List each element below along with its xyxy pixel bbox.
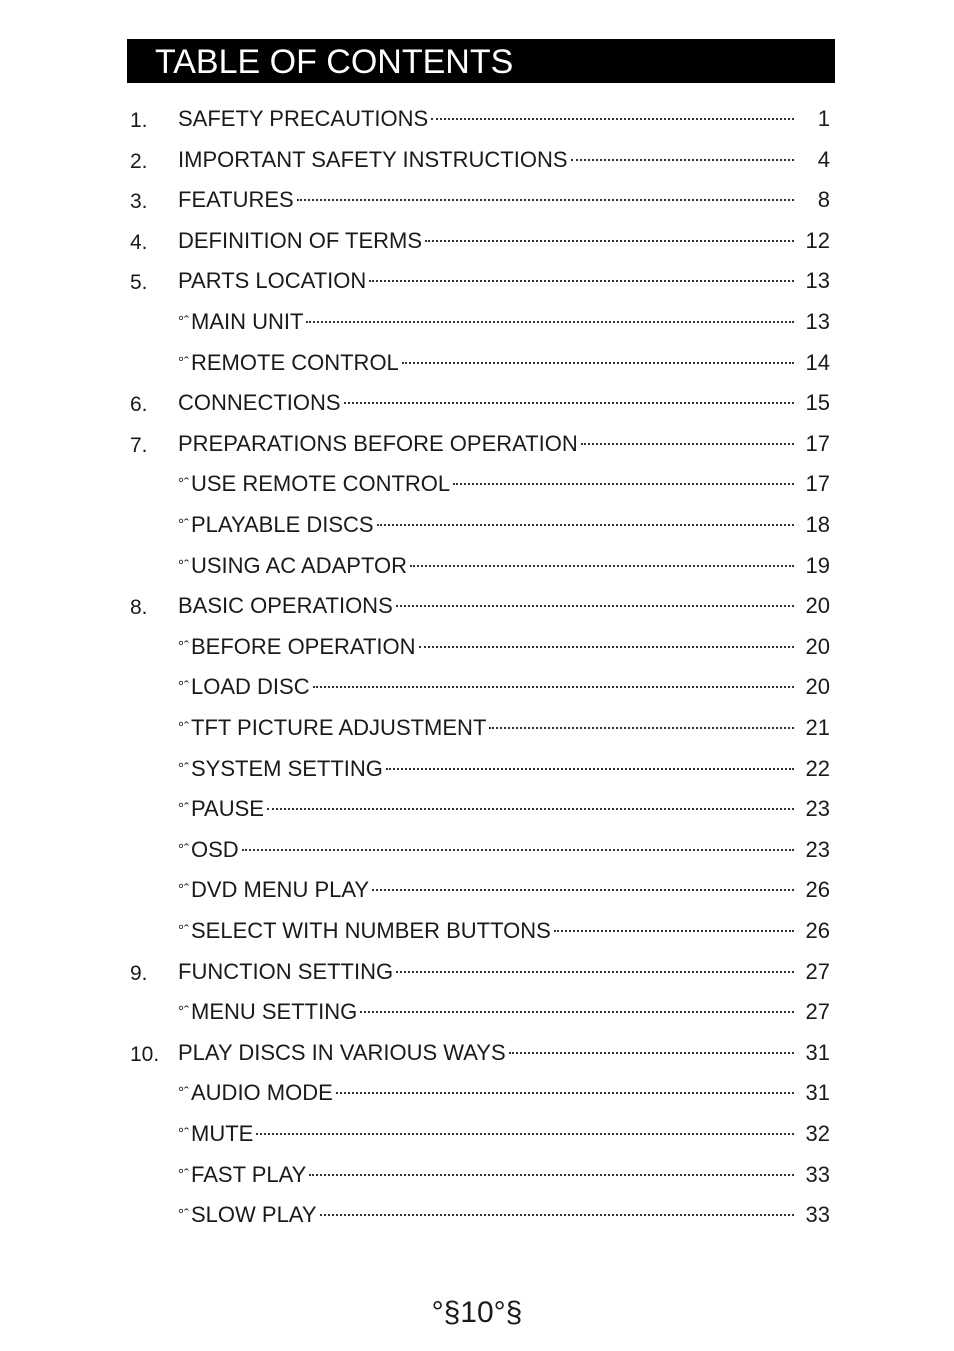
dot-leader [344, 402, 794, 404]
toc-entry-title: MAIN UNIT [191, 309, 304, 334]
dot-leader [306, 321, 794, 323]
toc-entry-page-number: 23 [805, 837, 830, 862]
toc-entry-page-number: 18 [805, 512, 830, 537]
toc-entry-title: USE REMOTE CONTROL [191, 471, 451, 496]
dot-leader [402, 362, 794, 364]
toc-entry-page-number: 20 [805, 593, 830, 618]
toc-subsection-entry[interactable] [0, 551, 954, 581]
bullet-icon: °ˆ [178, 1166, 189, 1183]
toc-entry-title: SAFETY PRECAUTIONS [178, 106, 429, 131]
toc-entry-title: DEFINITION OF TERMS [178, 228, 423, 253]
toc-entry-number: 10. [130, 1043, 160, 1066]
toc-entry-title: OSD [191, 837, 239, 862]
bullet-icon: °ˆ [178, 719, 189, 736]
dot-leader [313, 686, 794, 688]
toc-entry-title: SYSTEM SETTING [191, 756, 383, 781]
toc-entry-page-number: 26 [805, 877, 830, 902]
toc-subsection-entry[interactable] [0, 1200, 954, 1230]
toc-entry-title-cell [178, 106, 798, 132]
bullet-icon: °ˆ [178, 841, 189, 858]
toc-entry-title-cell [178, 471, 798, 500]
toc-entry-title: FEATURES [178, 187, 294, 212]
toc-entry-page-number: 17 [805, 471, 830, 496]
toc-entry-page-number: 21 [805, 715, 830, 740]
dot-leader [372, 889, 794, 891]
toc-entry-title-cell [178, 999, 798, 1028]
toc-entry-title: PAUSE [191, 796, 264, 821]
dot-leader [453, 483, 794, 485]
bullet-icon: °ˆ [178, 678, 189, 695]
toc-entry-title: SLOW PLAY [191, 1202, 317, 1227]
toc-entry-title-cell [178, 268, 798, 294]
toc-entry-page-number: 32 [805, 1121, 830, 1146]
toc-entry-title-cell [178, 309, 798, 338]
bullet-icon: °ˆ [178, 638, 189, 655]
toc-entry-title-cell [178, 837, 798, 866]
page-title: TABLE OF CONTENTS [155, 43, 514, 81]
bullet-icon: °ˆ [178, 881, 189, 898]
toc-entry-page-number: 20 [805, 674, 830, 699]
bullet-icon: °ˆ [178, 354, 189, 371]
toc-subsection-entry[interactable] [0, 713, 954, 743]
toc-entry-title-cell [178, 228, 798, 254]
toc-section-entry[interactable] [0, 104, 954, 134]
toc-entry-title-cell [178, 715, 798, 744]
toc-entry-title-cell [178, 431, 798, 457]
toc-entry-number: 4. [130, 231, 148, 254]
toc-section-entry[interactable] [0, 1038, 954, 1068]
toc-entry-title: BASIC OPERATIONS [178, 593, 393, 618]
bullet-icon: °ˆ [178, 557, 189, 574]
toc-entry-title: DVD MENU PLAY [191, 877, 370, 902]
dot-leader [431, 118, 794, 120]
toc-subsection-entry[interactable] [0, 632, 954, 662]
toc-entry-title-cell [178, 1121, 798, 1150]
dot-leader [242, 849, 794, 851]
toc-entry-title-cell [178, 756, 798, 785]
toc-entry-page-number: 23 [805, 796, 830, 821]
dot-leader [396, 605, 794, 607]
toc-section-entry[interactable] [0, 429, 954, 459]
toc-subsection-entry[interactable] [0, 794, 954, 824]
toc-entry-title-cell [178, 796, 798, 825]
toc-entry-page-number: 13 [805, 268, 830, 293]
dot-leader [336, 1092, 794, 1094]
toc-entry-title-cell [178, 918, 798, 947]
toc-entry-title: PARTS LOCATION [178, 268, 367, 293]
toc-entry-page-number: 15 [805, 390, 830, 415]
toc-entry-title: FAST PLAY [191, 1162, 307, 1187]
dot-leader [425, 240, 794, 242]
toc-subsection-entry[interactable] [0, 307, 954, 337]
dot-leader [309, 1174, 794, 1176]
toc-entry-title-cell [178, 390, 798, 416]
toc-subsection-entry[interactable] [0, 997, 954, 1027]
toc-entry-number: 9. [130, 962, 148, 985]
toc-entry-title: MUTE [191, 1121, 254, 1146]
toc-entry-title-cell [178, 1040, 798, 1066]
toc-entry-page-number: 31 [805, 1040, 830, 1065]
dot-leader [369, 280, 794, 282]
toc-entry-page-number: 19 [805, 553, 830, 578]
dot-leader [509, 1052, 794, 1054]
bullet-icon: °ˆ [178, 1003, 189, 1020]
toc-entry-page-number: 26 [805, 918, 830, 943]
dot-leader [571, 159, 794, 161]
toc-entry-number: 2. [130, 150, 148, 173]
toc-section-entry[interactable] [0, 266, 954, 296]
dot-leader [396, 971, 794, 973]
toc-subsection-entry[interactable] [0, 1160, 954, 1190]
toc-entry-page-number: 27 [805, 959, 830, 984]
toc-entry-number: 1. [130, 109, 148, 132]
toc-entry-title: REMOTE CONTROL [191, 350, 399, 375]
toc-section-entry[interactable] [0, 226, 954, 256]
bullet-icon: °ˆ [178, 475, 189, 492]
dot-leader [419, 646, 794, 648]
toc-entry-title: AUDIO MODE [191, 1080, 333, 1105]
toc-section-entry[interactable] [0, 388, 954, 418]
toc-section-entry[interactable] [0, 145, 954, 175]
toc-entry-title: IMPORTANT SAFETY INSTRUCTIONS [178, 147, 568, 172]
dot-leader [554, 930, 794, 932]
toc-entry-number: 3. [130, 190, 148, 213]
toc-entry-page-number: 27 [805, 999, 830, 1024]
toc-subsection-entry[interactable] [0, 1078, 954, 1108]
toc-entry-page-number: 8 [817, 187, 830, 212]
toc-entry-page-number: 20 [805, 634, 830, 659]
toc-entry-title: PREPARATIONS BEFORE OPERATION [178, 431, 578, 456]
dot-leader [377, 524, 794, 526]
dot-leader [256, 1133, 794, 1135]
dot-leader [386, 768, 794, 770]
toc-entry-page-number: 1 [817, 106, 830, 131]
dot-leader [297, 199, 794, 201]
toc-entry-page-number: 13 [805, 309, 830, 334]
bullet-icon: °ˆ [178, 800, 189, 817]
toc-entry-page-number: 4 [817, 147, 830, 172]
toc-entry-title: CONNECTIONS [178, 390, 341, 415]
toc-entry-title: LOAD DISC [191, 674, 310, 699]
dot-leader [320, 1214, 794, 1216]
bullet-icon: °ˆ [178, 760, 189, 777]
dot-leader [489, 727, 794, 729]
toc-entry-title-cell [178, 877, 798, 906]
toc-subsection-entry[interactable] [0, 348, 954, 378]
toc-entry-page-number: 14 [805, 350, 830, 375]
bullet-icon: °ˆ [178, 313, 189, 330]
toc-entry-title-cell [178, 593, 798, 619]
toc-entry-title: PLAY DISCS IN VARIOUS WAYS [178, 1040, 506, 1065]
page-number-footer: °§10°§ [431, 1296, 523, 1329]
toc-entry-title-cell [178, 959, 798, 985]
toc-section-entry[interactable] [0, 591, 954, 621]
toc-entry-title-cell [178, 187, 798, 213]
toc-entry-number: 6. [130, 393, 148, 416]
toc-entry-title-cell [178, 512, 798, 541]
toc-entry-title-cell [178, 147, 798, 173]
dot-leader [410, 565, 794, 567]
toc-subsection-entry[interactable] [0, 469, 954, 499]
toc-entry-title: TFT PICTURE ADJUSTMENT [191, 715, 487, 740]
toc-subsection-entry[interactable] [0, 672, 954, 702]
toc-entry-title: FUNCTION SETTING [178, 959, 394, 984]
toc-subsection-entry[interactable] [0, 875, 954, 905]
toc-entry-title-cell [178, 634, 798, 663]
toc-entry-title-cell [178, 1080, 798, 1109]
dot-leader [581, 443, 794, 445]
toc-entry-title-cell [178, 1202, 798, 1231]
toc-entry-title-cell [178, 674, 798, 703]
toc-entry-number: 7. [130, 434, 148, 457]
toc-entry-page-number: 17 [805, 431, 830, 456]
bullet-icon: °ˆ [178, 1084, 189, 1101]
bullet-icon: °ˆ [178, 1125, 189, 1142]
toc-entry-title: BEFORE OPERATION [191, 634, 416, 659]
toc-subsection-entry[interactable] [0, 916, 954, 946]
toc-entry-page-number: 12 [805, 228, 830, 253]
bullet-icon: °ˆ [178, 1206, 189, 1223]
toc-subsection-entry[interactable] [0, 1119, 954, 1149]
dot-leader [267, 808, 794, 810]
bullet-icon: °ˆ [178, 922, 189, 939]
dot-leader [360, 1011, 794, 1013]
toc-entry-page-number: 31 [805, 1080, 830, 1105]
bullet-icon: °ˆ [178, 516, 189, 533]
toc-section-entry[interactable] [0, 185, 954, 215]
toc-entry-page-number: 22 [805, 756, 830, 781]
toc-entry-title: SELECT WITH NUMBER BUTTONS [191, 918, 551, 943]
toc-subsection-entry[interactable] [0, 754, 954, 784]
toc-entry-page-number: 33 [805, 1162, 830, 1187]
toc-entry-title-cell [178, 350, 798, 379]
toc-entry-number: 5. [130, 271, 148, 294]
toc-entry-title: USING AC ADAPTOR [191, 553, 407, 578]
toc-entry-page-number: 33 [805, 1202, 830, 1227]
toc-entry-title-cell [178, 1162, 798, 1191]
toc-entry-title-cell [178, 553, 798, 582]
toc-entry-title: MENU SETTING [191, 999, 358, 1024]
toc-subsection-entry[interactable] [0, 835, 954, 865]
toc-entry-number: 8. [130, 596, 148, 619]
toc-entry-title: PLAYABLE DISCS [191, 512, 374, 537]
toc-section-entry[interactable] [0, 957, 954, 987]
toc-subsection-entry[interactable] [0, 510, 954, 540]
